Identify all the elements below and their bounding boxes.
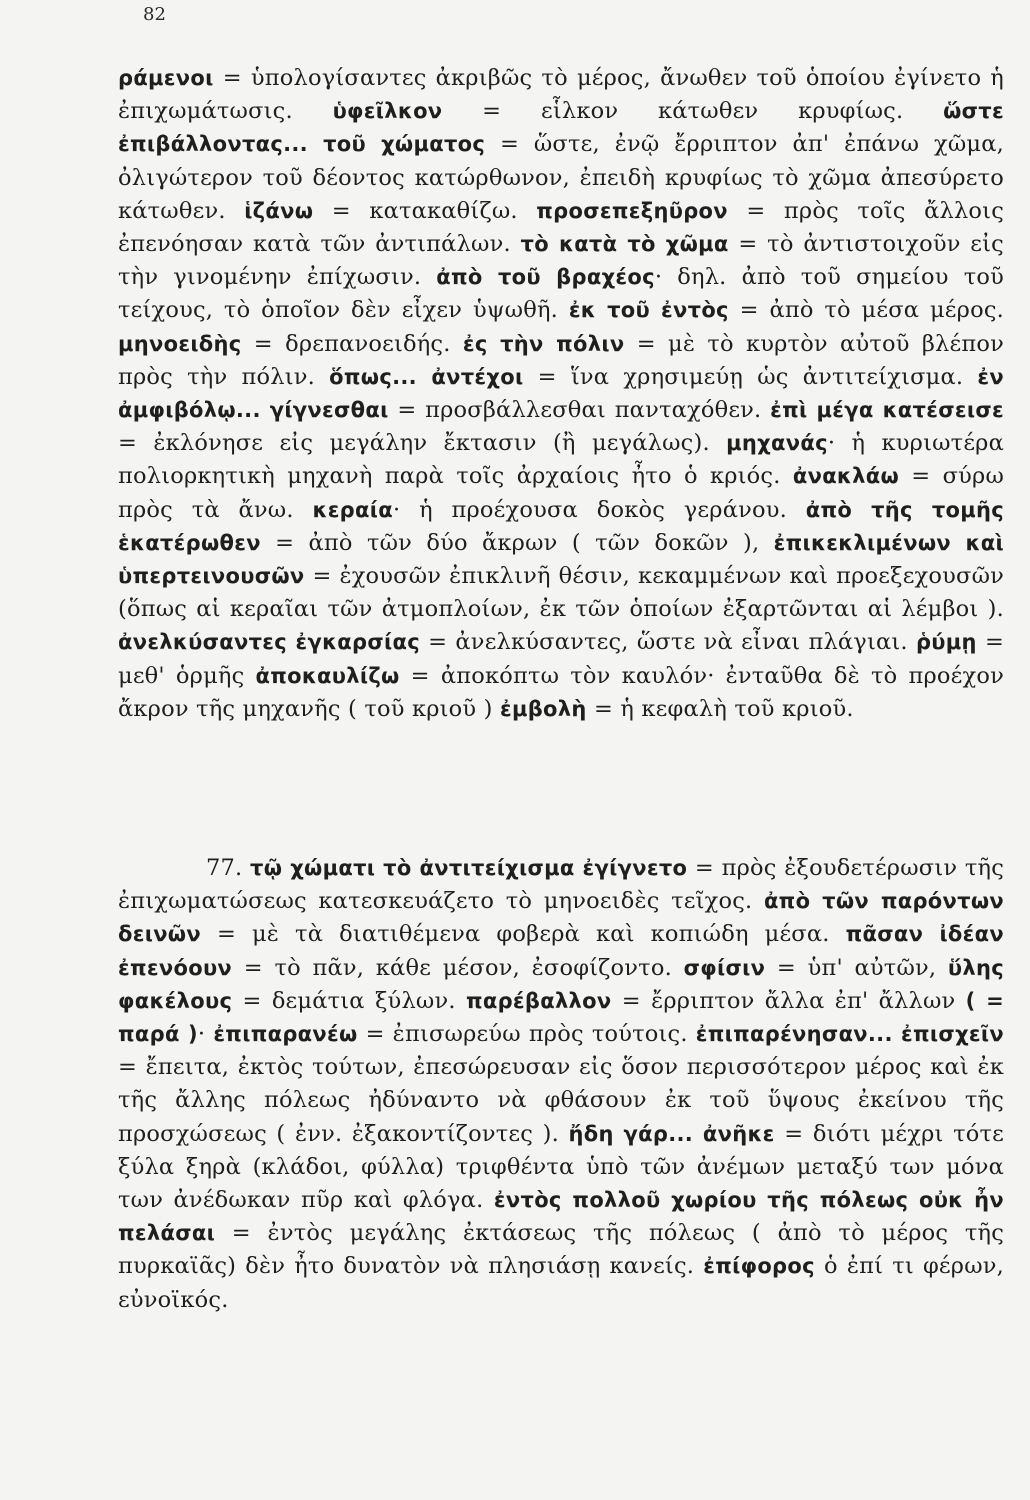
lemma-term: μηχανάς [726,431,828,456]
gloss-text: = ὥστε, ἐνῷ ἔρριπτον ἀπ' ἐπάνω χῶμα, ὀλιγώτερον τοῦ δέοντος κατώρθωνον, ἐπειδὴ κρυφίως τὸ χῶμα ἀπεσύρετο κάτωθεν. [118,131,1004,224]
lemma-term: ἱζάνω [244,198,314,223]
lemma-term: ὑφεῖλκον [332,99,443,124]
lemma-term: ἐκ τοῦ ἐντὸς [568,298,729,323]
gloss-text: = ἀνελκύσαντες, ὥστε νὰ εἶναι πλάγιαι. [419,629,916,656]
gloss-text: = ἀπὸ τὸ μέσα μέρος. [728,297,1004,324]
gloss-text: = ἔπειτα, ἐκτὸς τούτων, ἐπεσώρευσαν εἰς ὅσον περισσότερον μέρος καὶ ἐκ τῆς ἄλλης πόλεως ἠδύναντο νὰ φθάσουν ἐκ τοῦ ὕψους ἐκείνου τῆς προσχώσεως ( ἐνν. ἐξακοντίζοντες ). [118,1054,1004,1147]
commentary-paragraph-75-76 [118,62,1004,726]
gloss-text: = ὑπ' αὐτῶν, [765,954,948,981]
lemma-term: ὥστε ἐπιβάλλοντας... τοῦ χώματος [118,99,1004,157]
gloss-text: = δεμάτια ξύλων. [232,987,466,1014]
gloss-text: = τὸ πᾶν, κάθε μέσον, ἐσοφίζοντο. [232,954,684,981]
lemma-term: ἐπικεκλιμένων καὶ ὑπερτεινουσῶν [118,530,1004,589]
lemma-term: ἐπιπαρένησαν... ἐπισχεῖν [695,1022,1004,1047]
gloss-text: = κατακαθίζω. [313,197,537,224]
gloss-text: = ἐπισωρεύω πρὸς τούτοις. [357,1021,696,1048]
gloss-text: · [197,1021,214,1048]
lemma-term: ἐντὸς πολλοῦ χωρίου τῆς πόλεως οὐκ ἦν πελάσαι [118,1188,1004,1246]
lemma-term: ἐν ἀμφιβόλῳ... γίγνεσθαι [118,364,1005,423]
lemma-term: ἀνακλάω [792,464,900,489]
gloss-text: · ἡ προέχουσα δοκὸς γεράνου. [392,496,806,523]
gloss-text: = ἵνα χρησιμεύῃ ὡς ἀντιτείχισμα. [523,363,978,390]
gloss-text: = μὲ τὸ κυρτὸν αὐτοῦ βλέπον πρὸς τὴν πόλιν. [118,330,1004,390]
lemma-term: ἀνελκύσαντες ἐγκαρσίας [118,630,420,655]
lemma-term: ἐπὶ μέγα κατέσεισε [770,398,1004,423]
lemma-term: ἀπὸ τοῦ βραχέος [436,265,655,290]
paragraph-number: 77. [206,855,243,881]
gloss-text: · δηλ. ἀπὸ τοῦ σημείου τοῦ τείχους, τὸ ὁποῖον δὲν εἶχεν ὑψωθῆ. [118,264,1004,324]
lemma-term: μηνοειδὴς [118,331,242,356]
lemma-term: ἀπὸ τῆς τομῆς ἑκατέρωθεν [118,497,1005,555]
lemma-term: ράμενοι [118,66,214,90]
gloss-text: = διότι μέχρι τότε ξύλα ξηρὰ (κλάδοι, φύλλα) τριφθέντα ὑπὸ τῶν ἀνέμων μεταξύ των μόνα των ἀνέδωκαν πῦρ καὶ φλόγα. [118,1120,1004,1214]
lemma-term: παρέβαλλον [465,988,612,1013]
gloss-text: ὁ ἐπί τι φέρων, εὐνοϊκός. [118,1253,1004,1313]
gloss-text: = ἐντὸς μεγάλης ἐκτάσεως τῆς πόλεως ( ἀπὸ τὸ μέρος τῆς πυρκαϊᾶς) δὲν ἦτο δυνατὸν νὰ πλησιάσῃ κανείς. [118,1220,1004,1280]
gloss-text: = μὲ τὰ διατιθέμενα φοβερὰ καὶ κοπιώδη μέσα. [200,921,846,948]
commentary-paragraph-77 [118,852,1004,1317]
lemma-term: ἤδη γάρ... ἀνῆκε [568,1121,775,1146]
lemma-term: ὕλης φακέλους [118,955,1004,1013]
lemma-term: τῷ χώματι τὸ ἀντιτείχισμα ἐγίγνετο [250,856,688,880]
gloss-text: = ἔρριπτον ἄλλα ἐπ' ἄλλων [611,987,966,1014]
gloss-text: = ἐχουσῶν ἐπικλινῆ θέσιν, κεκαμμένων καὶ προεξεχουσῶν (ὅπως αἱ κεραῖαι τῶν ἀτμοπλοίων, ἐκ τῶν ὁποίων ἐξαρτῶνται αἱ λέμβοι ). [118,563,1004,623]
lemma-term: προσεπεξηῦρον [536,198,728,223]
lemma-term: σφίσιν [683,955,766,980]
lemma-term: ἀπὸ τῶν παρόντων δεινῶν [118,889,1005,947]
lemma-term: κεραία [312,497,393,522]
gloss-text: = σύρω πρὸς τὰ ἄνω. [118,463,1005,523]
gloss-text: = ἀποκόπτω τὸν καυλόν· ἐνταῦθα δὲ τὸ προέχον ἄκρον τῆς μηχανῆς ( τοῦ κριοῦ ) [118,662,1004,722]
lemma-term: πᾶσαν ἰδέαν ἐπενόουν [118,922,1004,980]
gloss-text: = πρὸς τοῖς ἄλλοις ἐπενόησαν κατὰ τῶν ἀντιπάλων. [118,197,1004,258]
gloss-text: = εἷλκον κάτωθεν κρυφίως. [442,98,944,125]
lemma-term: ῥύμῃ [915,630,977,655]
gloss-text: = μεθ' ὁρμῆς [118,629,1005,689]
gloss-text: = ἐκλόνησε εἰς μεγάλην ἔκτασιν (ἢ μεγάλως). [118,430,727,457]
gloss-text: = ὑπολογίσαντες ἀκριβῶς τὸ μέρος, ἄνωθεν τοῦ ὁποίου ἐγίνετο ἡ ἐπιχωμάτωσις. [118,65,1004,125]
lemma-term: ἐμβολὴ [499,696,587,721]
lemma-term: τὸ κατὰ τὸ χῶμα [520,232,729,257]
lemma-term: ἀποκαυλίζω [255,663,400,688]
lemma-term: ὅπως... ἀντέχοι [329,364,524,389]
lemma-term: ἐς τὴν πόλιν [462,331,625,356]
gloss-text: = ἀπὸ τῶν δύο ἄκρων ( τῶν δοκῶν ), [260,529,774,556]
gloss-text: = τὸ ἀντιστοιχοῦν εἰς τὴν γινομένην ἐπίχωσιν. [118,231,1004,291]
lemma-term: ἐπιπαρανέω [213,1022,358,1047]
gloss-text: = πρὸς ἐξουδετέρωσιν τῆς ἐπιχωματώσεως κατεσκευάζετο τὸ μηνοειδὲς τεῖχος. [118,855,1005,915]
gloss-text: = προσβάλλεσθαι πανταχόθεν. [388,397,771,424]
gloss-text: = δρεπανοειδής. [241,330,463,357]
lemma-term: ( = παρά ) [118,988,1004,1047]
gloss-text: · ἡ κυριωτέρα πολιορκητικὴ μηχανὴ παρὰ τοῖς ἀρχαίοις ἦτο ὁ κριός. [118,430,1004,490]
page-number: 82 [143,4,166,25]
lemma-term: ἐπίφορος [703,1254,815,1279]
gloss-text: = ἡ κεφαλὴ τοῦ κριοῦ. [586,695,854,722]
